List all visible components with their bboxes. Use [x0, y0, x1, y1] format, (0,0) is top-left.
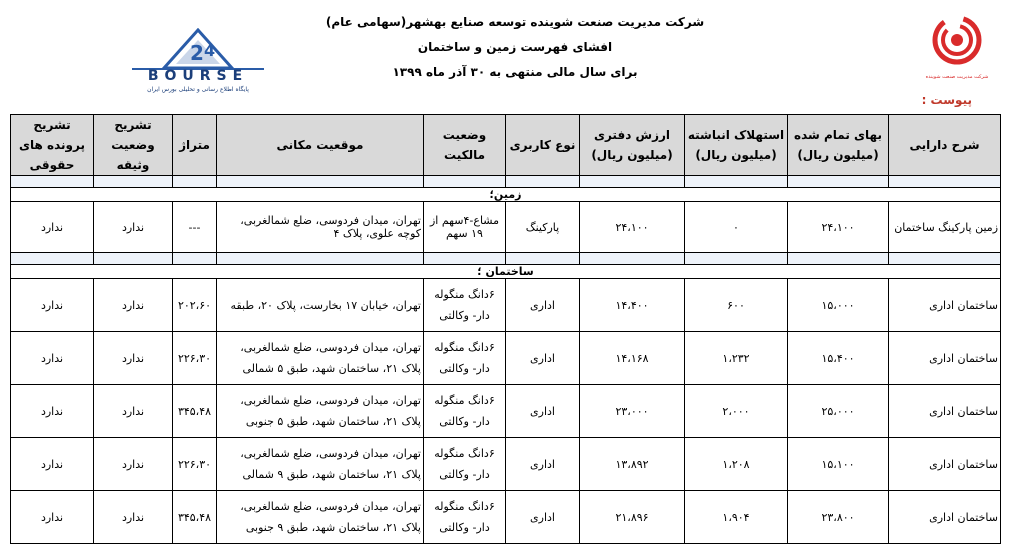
header-depreciation	[685, 115, 788, 176]
cell-usage: اداری	[506, 279, 580, 332]
report-period: برای سال مالی منتهی به ۳۰ آذر ماه ۱۳۹۹	[392, 65, 638, 79]
cell-depreciation: ۰	[685, 202, 788, 253]
cell-location: تهران، خیابان ۱۷ بخارست، پلاک ۲۰، طبقه	[217, 279, 424, 332]
header-mortgage-1: تشریح	[114, 118, 152, 132]
header-depr-unit: (میلیون ریال)	[695, 148, 777, 162]
cell-usage: اداری	[506, 332, 580, 385]
cell-book-value: ۲۴،۱۰۰	[580, 202, 685, 253]
spacer-row	[11, 176, 1001, 188]
cell-mortgage: ندارد	[94, 202, 173, 253]
header-cost-title: بهای تمام شده	[794, 128, 882, 142]
document-header	[0, 0, 1024, 110]
header-book-unit: (میلیون ریال)	[591, 148, 673, 162]
cell-area: ۳۴۵،۴۸	[173, 385, 217, 438]
table-row	[11, 491, 1001, 544]
header-cost-unit: (میلیون ریال)	[797, 148, 879, 162]
cell-description: ساختمان اداری	[889, 332, 1001, 385]
cell-area: ---	[173, 202, 217, 253]
cell-location: تهران، میدان فردوسی، ضلع شمالغربی، پلاک ۲۱، ساختمان شهد، طبق ۹ جنوبی	[217, 491, 424, 544]
bourse-logo-caption: پایگاه اطلاع رسانی و تحلیلی بورس ایران	[147, 86, 249, 93]
cell-usage: اداری	[506, 491, 580, 544]
table-row	[11, 332, 1001, 385]
company-logo-caption: شرکت مدیریت صنعت شوینده	[925, 74, 989, 80]
cell-ownership: مشاع-۴سهم از ۱۹ سهم	[424, 202, 506, 253]
cell-cost: ۱۵،۰۰۰	[788, 279, 889, 332]
cell-mortgage: ندارد	[94, 332, 173, 385]
table-row	[11, 385, 1001, 438]
header-area: متراژ	[173, 115, 217, 176]
cell-legal: ندارد	[11, 279, 94, 332]
section-building	[11, 265, 1001, 279]
title-block	[300, 10, 730, 85]
cell-cost: ۲۴،۱۰۰	[788, 202, 889, 253]
cell-description: زمین پارکینگ ساختمان	[889, 202, 1001, 253]
cell-ownership: ۶دانگ منگوله دار- وکالتی	[424, 438, 506, 491]
cell-area: ۲۲۶،۳۰	[173, 332, 217, 385]
header-description: شرح دارایی	[889, 115, 1001, 176]
cell-mortgage: ندارد	[94, 385, 173, 438]
cell-mortgage: ندارد	[94, 279, 173, 332]
cell-ownership: ۶دانگ منگوله دار- وکالتی	[424, 279, 506, 332]
cell-location: تهران، میدان فردوسی، ضلع شمالغربی، پلاک ۲۱، ساختمان شهد، طبق ۵ شمالی	[217, 332, 424, 385]
cell-book-value: ۲۱،۸۹۶	[580, 491, 685, 544]
cell-mortgage: ندارد	[94, 491, 173, 544]
cell-usage: اداری	[506, 438, 580, 491]
cell-cost: ۲۵،۰۰۰	[788, 385, 889, 438]
cell-legal: ندارد	[11, 438, 94, 491]
table-header-row	[11, 115, 1001, 176]
cell-depreciation: ۱،۹۰۴	[685, 491, 788, 544]
cell-legal: ندارد	[11, 332, 94, 385]
cell-cost: ۱۵،۴۰۰	[788, 332, 889, 385]
report-subtitle: افشای فهرست زمین و ساختمان	[417, 40, 613, 54]
cell-legal: ندارد	[11, 385, 94, 438]
cell-location: تهران، میدان فردوسی، ضلع شمالغربی، پلاک ۲۱، ساختمان شهد، طبق ۵ جنوبی	[217, 385, 424, 438]
header-mortgage	[94, 115, 173, 176]
cell-book-value: ۱۴،۱۶۸	[580, 332, 685, 385]
section-land	[11, 188, 1001, 202]
cell-cost: ۱۵،۱۰۰	[788, 438, 889, 491]
header-depr-title: استهلاک انباشته	[687, 128, 785, 142]
section-land-label: زمین؛	[11, 188, 1001, 202]
cell-location: تهران، میدان فردوسی، ضلع شمالغربی، کوچه علوی، پلاک ۴	[217, 202, 424, 253]
header-usage: نوع کاربری	[506, 115, 580, 176]
table-row	[11, 438, 1001, 491]
header-book-title: ارزش دفتری	[593, 128, 671, 142]
cell-description: ساختمان اداری	[889, 491, 1001, 544]
cell-area: ۲۲۶،۳۰	[173, 438, 217, 491]
cell-book-value: ۱۴،۴۰۰	[580, 279, 685, 332]
cell-depreciation: ۱،۲۰۸	[685, 438, 788, 491]
cell-mortgage: ندارد	[94, 438, 173, 491]
cell-usage: اداری	[506, 385, 580, 438]
svg-text:4: 4	[204, 41, 216, 60]
cell-area: ۲۰۲،۶۰	[173, 279, 217, 332]
section-building-label: ساختمان ؛	[11, 265, 1001, 279]
bourse-logo	[128, 28, 268, 98]
header-book-value	[580, 115, 685, 176]
cell-description: ساختمان اداری	[889, 279, 1001, 332]
cell-ownership: ۶دانگ منگوله دار- وکالتی	[424, 332, 506, 385]
cell-book-value: ۲۳،۰۰۰	[580, 385, 685, 438]
cell-location: تهران، میدان فردوسی، ضلع شمالغربی، پلاک ۲۱، ساختمان شهد، طبق ۹ شمالی	[217, 438, 424, 491]
cell-ownership: ۶دانگ منگوله دار- وکالتی	[424, 491, 506, 544]
company-name: شرکت مدیریت صنعت شوینده توسعه صنایع بهشهر(سهامی عام)	[325, 15, 705, 29]
cell-legal: ندارد	[11, 491, 94, 544]
table-row	[11, 279, 1001, 332]
bourse-logo-text: BOURSE	[147, 68, 249, 84]
cell-ownership: ۶دانگ منگوله دار- وکالتی	[424, 385, 506, 438]
svg-text:2: 2	[190, 41, 204, 65]
asset-table	[10, 114, 1001, 544]
cell-depreciation: ۲،۰۰۰	[685, 385, 788, 438]
spacer-row	[11, 253, 1001, 265]
attachment-label: پیوست :	[921, 93, 972, 107]
header-ownership: وضعیت مالکیت	[424, 115, 506, 176]
header-location: موقعیت مکانی	[217, 115, 424, 176]
cell-depreciation: ۶۰۰	[685, 279, 788, 332]
table-row	[11, 202, 1001, 253]
company-logo	[922, 10, 992, 85]
cell-area: ۳۴۵،۴۸	[173, 491, 217, 544]
cell-description: ساختمان اداری	[889, 385, 1001, 438]
cell-legal: ندارد	[11, 202, 94, 253]
header-legal: تشریح پرونده های حقوقی	[11, 115, 94, 176]
cell-description: ساختمان اداری	[889, 438, 1001, 491]
header-mortgage-2: وضعیت وثیقه	[111, 138, 155, 172]
cell-book-value: ۱۳،۸۹۲	[580, 438, 685, 491]
cell-usage: پارکینگ	[506, 202, 580, 253]
cell-depreciation: ۱،۲۳۲	[685, 332, 788, 385]
cell-cost: ۲۳،۸۰۰	[788, 491, 889, 544]
header-cost	[788, 115, 889, 176]
